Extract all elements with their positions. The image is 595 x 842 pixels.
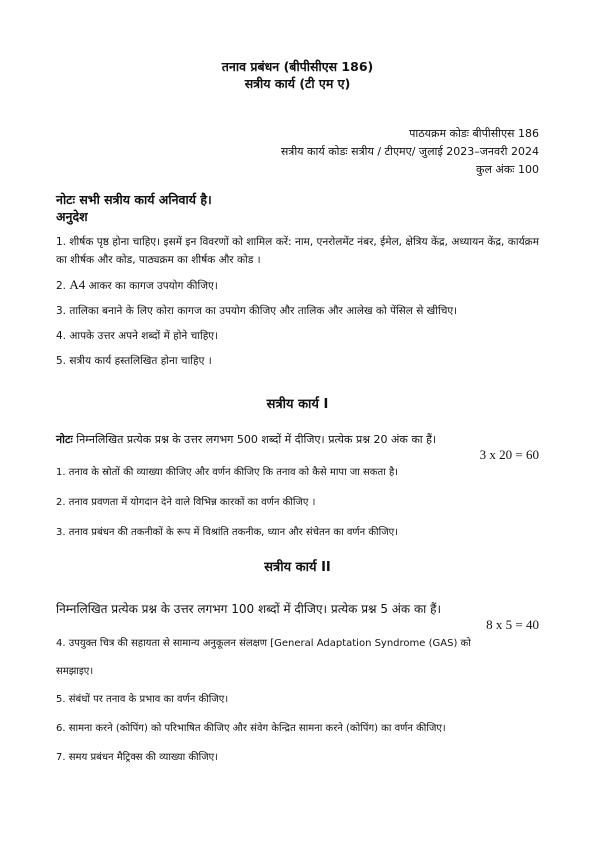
section-2-heading: सत्रीय कार्य II bbox=[264, 560, 331, 575]
instruction-5: 5. सत्रीय कार्य हस्तलिखित होना चाहिए । bbox=[56, 355, 212, 367]
instruction-1: 1. शीर्षक पृष्ठ होना चाहिए। इसमें इन विवरणों को शामिल करें: नाम, एनरोलमेंट नंबर, ईमेल, क्षेत्रिय केंद्र, अध्यायन केंद्र, कार्यक्रम का शीर्षक और कोड, पाठ्यक्रम का शीर्षक और कोड । bbox=[56, 236, 539, 266]
general-note: नोटः सभी सत्रीय कार्य अनिवार्य है। bbox=[56, 192, 212, 207]
section-1-note: नोटः निम्नलिखित प्रत्येक प्रश्न के उत्तर लगभग 500 शब्दों में दीजिए। प्रत्येक प्रश्न 20 अंक का हैं। bbox=[56, 433, 437, 446]
question-7: 7. समय प्रबंधन मैट्रिक्स की व्याख्या कीजिए। bbox=[56, 752, 218, 763]
total-marks: कुल अंकः 100 bbox=[476, 163, 539, 176]
question-4-continued: समझाइए। bbox=[56, 666, 94, 677]
question-5: 5. संबंधों पर तनाव के प्रभाव का वर्णन कीजिए। bbox=[56, 694, 229, 705]
section-2-marks: 8 x 5 = 40 bbox=[486, 617, 539, 632]
question-1: 1. तनाव के स्रोतों की व्याख्या कीजिए और वर्णन कीजिए कि तनाव को कैसे मापा जा सकता है। bbox=[56, 467, 399, 478]
assignment-code: सत्रीय कार्य कोडः सत्रीय / टीएमए/ जुलाई 2023–जनवरी 2024 bbox=[280, 145, 539, 158]
question-6: 6. सामना करने (कोपिंग) को परिभाषित कीजिए और संवेग केन्द्रित सामना करने (कोपिंग) का वर्णन कीजिए। bbox=[56, 723, 446, 734]
instruction-3: 3. तालिका बनाने के लिए कोरा कागज का उपयोग कीजिए और तालिक और आलेख को पेंसिल से खीचिए। bbox=[56, 305, 458, 317]
instruction-4: 4. आपके उत्तर अपने शब्दों में होने चाहिए। bbox=[56, 330, 219, 342]
instruction-2: 2. A4 आकर का कागज उपयोग कीजिए। bbox=[56, 277, 218, 292]
section-2-note: निम्नलिखित प्रत्येक प्रश्न के उत्तर लगभग 100 शब्दों में दीजिए। प्रत्येक प्रश्न 5 अंक का हैं। bbox=[56, 602, 442, 616]
question-2: 2. तनाव प्रवणता में योगदान देने वाले विभिन्न कारकों का वर्णन कीजिए । bbox=[56, 497, 316, 508]
instructions-heading: अनुदेश bbox=[56, 209, 88, 224]
section-1-marks: 3 x 20 = 60 bbox=[479, 447, 539, 462]
question-4: 4. उपयुक्त चित्र की सहायता से सामान्य अनुकूलन संलक्षण [General Adaptation Syndrome (GAS) को bbox=[56, 638, 471, 649]
question-3: 3. तनाव प्रबंधन की तकनीकों के रूप में विश्रांति तकनीक, ध्यान और संचेतन का वर्णन कीजिए। bbox=[56, 527, 398, 538]
document-title: तनाव प्रबंधन (बीपीसीएस 186) bbox=[221, 59, 374, 74]
section-1-heading: सत्रीय कार्य I bbox=[266, 397, 329, 412]
document-subtitle: सत्रीय कार्य (टी एम ए) bbox=[244, 76, 351, 91]
course-code: पाठयक्रम कोडः बीपीसीएस 186 bbox=[409, 127, 539, 140]
